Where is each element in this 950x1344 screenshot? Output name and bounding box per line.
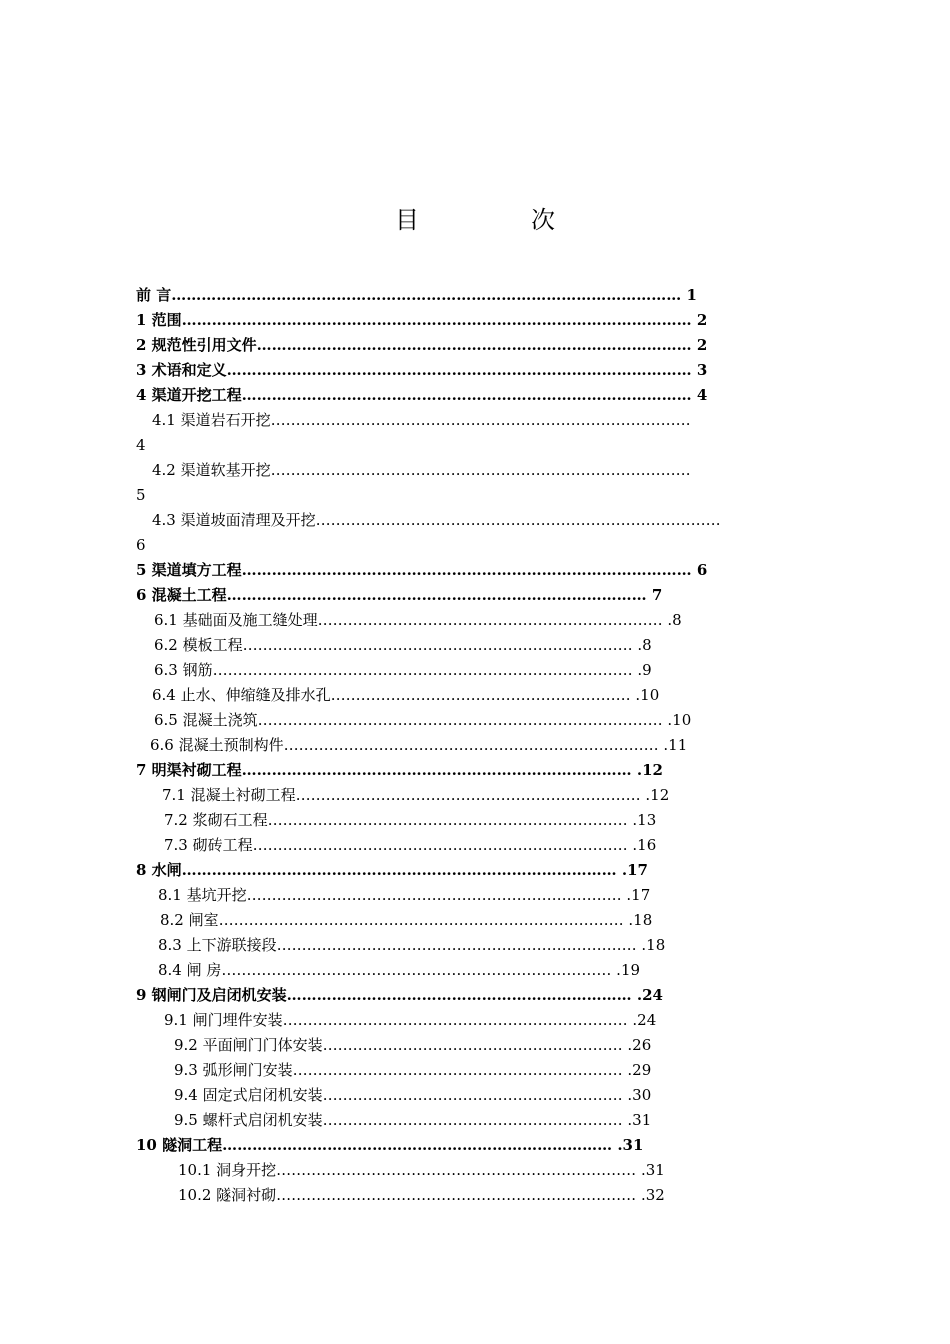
toc-entry-page: .10 — [662, 711, 692, 729]
toc-entry-leader: ………………………………………………………………… — [246, 886, 622, 904]
toc-entry[interactable] — [136, 933, 806, 958]
toc-entry-leader: ………………………………………………………………… — [283, 736, 659, 754]
toc-entry-title: 2 规范性引用文件 — [136, 336, 257, 354]
toc-entry-title: 8.4 闸 房 — [158, 961, 222, 979]
toc-entry-page: .17 — [621, 886, 651, 904]
toc-entry-page: 4 — [136, 436, 146, 454]
toc-entry-page: .18 — [636, 936, 666, 954]
toc-entry-page: .17 — [616, 861, 648, 879]
toc-entry-page: .18 — [623, 911, 653, 929]
toc-entry-leader: ………………………………………………………………………… — [270, 411, 691, 429]
toc-entry[interactable] — [136, 683, 806, 708]
toc-entry[interactable] — [136, 783, 806, 808]
toc-entry-title: 6.6 混凝土预制构件 — [150, 736, 284, 754]
toc-entry[interactable] — [136, 708, 806, 733]
toc-entry-leader: ………………………………………………………………………………………… — [181, 311, 692, 329]
table-of-contents — [136, 283, 836, 1208]
toc-entry-title: 9 钢闸门及启闭机安装 — [136, 986, 287, 1004]
toc-entry[interactable] — [136, 758, 806, 783]
toc-entry-leader: …………………………………………………………………… — [222, 1136, 613, 1154]
toc-entry[interactable] — [136, 808, 806, 833]
toc-entry-leader: ………………………………………………………………………… — [226, 586, 647, 604]
toc-entry-leader: ……………………………………………………………………… — [315, 511, 721, 529]
toc-entry-title: 7 明渠衬砌工程 — [136, 761, 242, 779]
toc-entry-page: .32 — [636, 1186, 665, 1204]
toc-entry[interactable] — [136, 633, 806, 658]
toc-entry-leader: ……………………………………………………………… — [276, 1161, 637, 1179]
toc-entry[interactable] — [136, 383, 806, 408]
toc-entry[interactable] — [136, 908, 806, 933]
toc-entry-title: 10.2 隧洞衬砌 — [178, 1186, 277, 1204]
toc-entry-page: .29 — [622, 1061, 652, 1079]
toc-entry-leader: ………………………………………………………… — [292, 1061, 623, 1079]
toc-entry-page: .31 — [622, 1111, 652, 1129]
toc-entry-leader: …………………………………………………………… — [295, 786, 641, 804]
toc-entry-title: 9.2 平面闸门门体安装 — [174, 1036, 323, 1054]
toc-entry-leader: ………………………………………………………………………… — [212, 661, 633, 679]
toc-entry[interactable] — [136, 983, 806, 1008]
toc-entry-page: .30 — [622, 1086, 652, 1104]
toc-entry-page: .12 — [631, 761, 663, 779]
toc-entry-page: .24 — [631, 986, 663, 1004]
toc-entry-title: 9.4 固定式启闭机安装 — [174, 1086, 323, 1104]
toc-entry-leader: …………………………………………………………………… — [242, 636, 633, 654]
toc-entry-page: 7 — [646, 586, 663, 604]
toc-entry[interactable] — [136, 958, 806, 983]
toc-entry-title: 8.1 基坑开挖 — [158, 886, 247, 904]
toc-entry-page: .24 — [627, 1011, 657, 1029]
toc-entry-title: 4.3 渠道坡面清理及开挖 — [152, 511, 316, 529]
toc-entry-page: .8 — [632, 636, 652, 654]
toc-entry-title: 5 渠道填方工程 — [136, 561, 242, 579]
toc-entry-page: 2 — [691, 311, 708, 329]
toc-entry-page: 2 — [691, 336, 708, 354]
toc-entry-leader: ……………………………………………………………………… — [257, 711, 663, 729]
toc-entry-title: 6 混凝土工程 — [136, 586, 227, 604]
toc-entry[interactable] — [136, 358, 806, 383]
toc-entry[interactable] — [136, 1133, 806, 1158]
toc-entry-title: 8.2 闸室 — [160, 911, 219, 929]
toc-entry-page: 6 — [691, 561, 708, 579]
toc-entry[interactable] — [136, 408, 804, 433]
toc-entry-leader: ………………………………………………………………………………………… — [171, 286, 682, 304]
toc-entry-leader: …………………………………………………………… — [282, 1011, 628, 1029]
toc-entry-leader: …………………………………………………… — [322, 1111, 623, 1129]
toc-entry-page: .10 — [630, 686, 660, 704]
toc-entry-page: 5 — [136, 486, 146, 504]
toc-entry-page: 4 — [691, 386, 708, 404]
toc-entry-page: .31 — [636, 1161, 665, 1179]
toc-entry-page: .11 — [658, 736, 688, 754]
toc-entry-leader: …………………………………………………………………………… — [256, 336, 692, 354]
toc-entry-page: .9 — [632, 661, 652, 679]
toc-entry[interactable] — [136, 1058, 806, 1083]
toc-entry[interactable] — [136, 283, 806, 308]
toc-entry-title: 9.3 弧形闸门安装 — [174, 1061, 293, 1079]
toc-entry[interactable] — [136, 583, 806, 608]
toc-entry-leader: ……………………………………………………………… — [276, 936, 637, 954]
toc-entry[interactable] — [136, 658, 806, 683]
toc-entry-page: .12 — [640, 786, 670, 804]
page-title: 目 次 — [395, 206, 599, 234]
toc-entry-title: 7.2 浆砌石工程 — [164, 811, 268, 829]
toc-entry[interactable] — [136, 833, 806, 858]
toc-entry-leader: …………………………………………………… — [330, 686, 631, 704]
toc-entry[interactable] — [136, 308, 806, 333]
toc-entry-title: 8.3 上下游联接段 — [158, 936, 277, 954]
toc-entry-leader: ……………………………………………………………………………… — [241, 386, 692, 404]
toc-entry[interactable] — [136, 508, 804, 533]
toc-entry[interactable] — [136, 333, 806, 358]
toc-entry-title: 9.1 闸门埋件安装 — [164, 1011, 283, 1029]
toc-entry-title: 10 隧洞工程 — [136, 1136, 223, 1154]
toc-entry-title: 4.1 渠道岩石开挖 — [152, 411, 271, 429]
toc-entry-page: .8 — [662, 611, 682, 629]
toc-entry-leader: ………………………………………………………………………………… — [226, 361, 692, 379]
toc-entry-leader: …………………………………………………………… — [317, 611, 663, 629]
toc-entry-leader: ……………………………………………………………… — [276, 1186, 637, 1204]
toc-entry-title: 6.1 基础面及施工缝处理 — [154, 611, 318, 629]
toc-entry-leader: …………………………………………………………… — [286, 986, 632, 1004]
toc-entry-title: 9.5 螺杆式启闭机安装 — [174, 1111, 323, 1129]
toc-entry[interactable] — [136, 1183, 806, 1208]
toc-entry-leader: ……………………………………………………………………………… — [241, 561, 692, 579]
toc-entry-title: 6.2 模板工程 — [154, 636, 243, 654]
toc-entry-leader: …………………………………………………………………………… — [181, 861, 617, 879]
toc-entry[interactable] — [136, 458, 804, 483]
toc-entry-page: .13 — [627, 811, 657, 829]
toc-entry[interactable] — [136, 1008, 806, 1033]
toc-entry-title: 8 水闸 — [136, 861, 182, 879]
toc-entry-leader: …………………………………………………… — [322, 1036, 623, 1054]
toc-entry-title: 1 范围 — [136, 311, 182, 329]
toc-entry-page: 1 — [681, 286, 697, 304]
toc-entry-page: .19 — [611, 961, 641, 979]
toc-entry[interactable] — [136, 1083, 806, 1108]
toc-entry-title: 6.3 钢筋 — [154, 661, 213, 679]
toc-entry-title: 7.1 混凝土衬砌工程 — [162, 786, 296, 804]
toc-entry-leader: ………………………………………………………………………… — [270, 461, 691, 479]
toc-entry-leader: …………………………………………………… — [322, 1086, 623, 1104]
toc-entry-page: 3 — [691, 361, 708, 379]
toc-entry-page: .16 — [627, 836, 657, 854]
toc-entry-leader: …………………………………………………………………… — [221, 961, 612, 979]
toc-entry[interactable] — [136, 858, 806, 883]
toc-entry-page: .31 — [612, 1136, 644, 1154]
toc-entry-title: 3 术语和定义 — [136, 361, 227, 379]
toc-entry-leader: ……………………………………………………………………… — [218, 911, 624, 929]
toc-entry[interactable] — [136, 608, 806, 633]
toc-entry-leader: ……………………………………………………………… — [267, 811, 628, 829]
toc-entry[interactable] — [136, 1033, 806, 1058]
toc-entry-title: 6.4 止水、伸缩缝及排水孔 — [152, 686, 331, 704]
toc-entry[interactable] — [136, 733, 806, 758]
toc-entry-title: 10.1 洞身开挖 — [178, 1161, 277, 1179]
toc-entry-page: .26 — [622, 1036, 652, 1054]
toc-entry-page: 6 — [136, 536, 146, 554]
toc-entry-leader: …………………………………………………………………… — [241, 761, 632, 779]
toc-entry-title: 4 渠道开挖工程 — [136, 386, 242, 404]
toc-entry[interactable] — [136, 883, 806, 908]
toc-entry-leader: ………………………………………………………………… — [252, 836, 628, 854]
toc-entry[interactable] — [136, 1108, 806, 1133]
toc-entry-title: 7.3 砌砖工程 — [164, 836, 253, 854]
toc-entry-title: 4.2 渠道软基开挖 — [152, 461, 271, 479]
toc-entry-title: 前 言 — [136, 286, 172, 304]
toc-entry-title: 6.5 混凝土浇筑 — [154, 711, 258, 729]
toc-entry[interactable] — [136, 558, 806, 583]
toc-entry[interactable] — [136, 1158, 806, 1183]
